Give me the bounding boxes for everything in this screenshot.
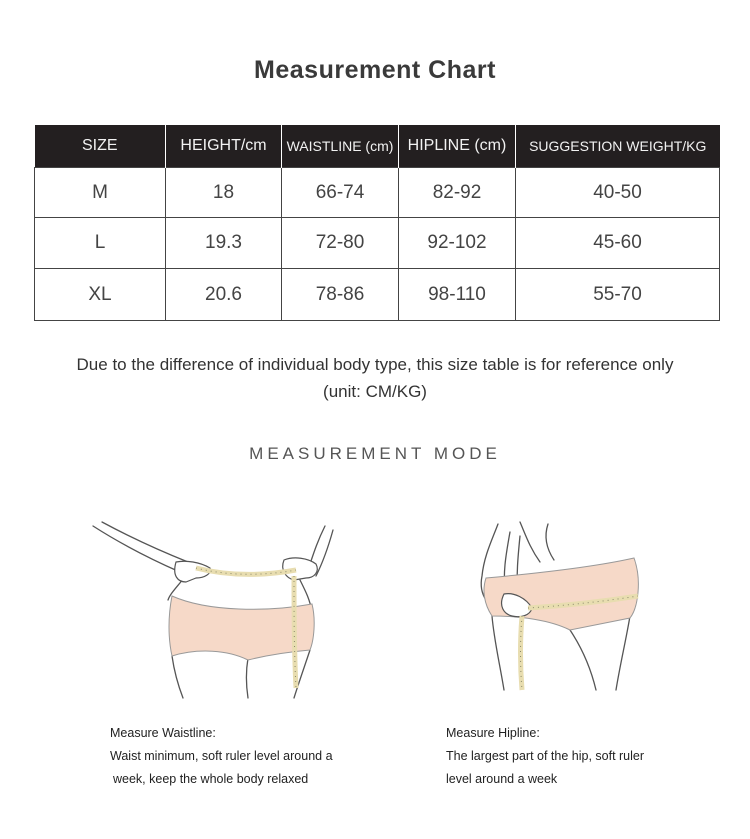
cell-hipline: 92-102 [399,218,516,269]
waist-measurement-illustration [88,520,358,700]
hip-caption-line: level around a week [446,772,558,786]
measurement-mode-title: MEASUREMENT MODE [249,444,501,463]
hip-caption [446,722,644,791]
cell-hipline: 98-110 [399,269,516,321]
header-weight: SUGGESTION WEIGHT/KG [516,125,720,168]
cell-waistline: 66-74 [282,168,399,218]
cell-weight: 45-60 [516,218,720,269]
cell-waistline: 78-86 [282,269,399,321]
cell-size: XL [35,269,166,321]
waist-caption-line: week, keep the whole body relaxed [113,772,309,786]
cell-size: M [35,168,166,218]
waist-caption [110,722,333,791]
header-waistline: WAISTLINE (cm) [282,125,399,168]
cell-hipline: 82-92 [399,168,516,218]
header-height: HEIGHT/cm [166,125,282,168]
cell-size: L [35,218,166,269]
table-row [35,218,720,269]
header-size: SIZE [35,125,166,168]
waist-caption-line: Waist minimum, soft ruler level around a [110,749,333,763]
page-title: Measurement Chart [254,56,496,84]
waist-caption-heading: Measure Waistline: [110,726,216,740]
header-hipline: HIPLINE (cm) [399,125,516,168]
cell-height: 20.6 [166,269,282,321]
size-table [34,125,720,321]
cell-height: 19.3 [166,218,282,269]
cell-waistline: 72-80 [282,218,399,269]
cell-weight: 40-50 [516,168,720,218]
cell-weight: 55-70 [516,269,720,321]
hip-measurement-illustration [470,520,655,695]
table-row [35,168,720,218]
table-header-row [35,125,720,168]
cell-height: 18 [166,168,282,218]
table-row [35,269,720,321]
hip-caption-line: The largest part of the hip, soft ruler [446,749,645,763]
reference-note: Due to the difference of individual body type, this size table is for reference only (unit: CM/KG) [76,355,674,401]
hip-caption-heading: Measure Hipline: [446,726,540,740]
